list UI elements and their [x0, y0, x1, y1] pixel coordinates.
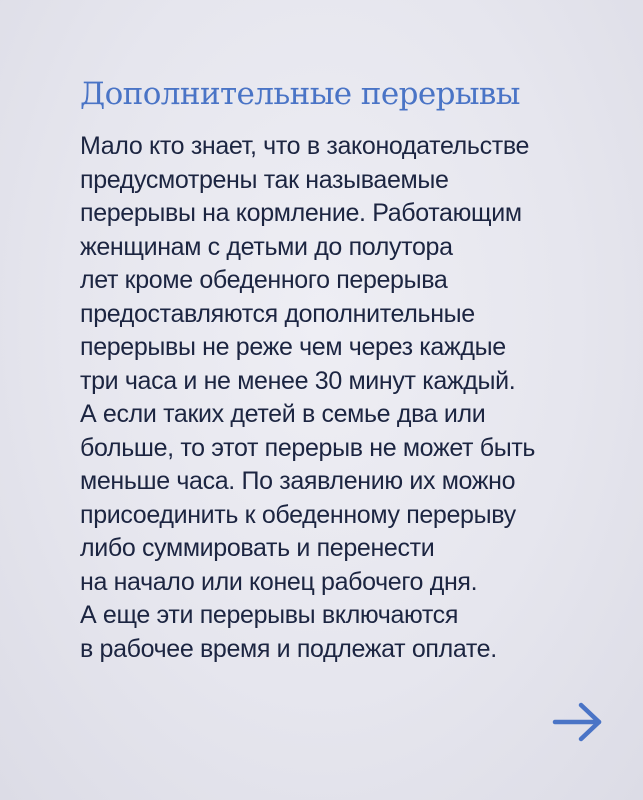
- slide-body: [80, 130, 620, 666]
- body-line: меньше часа. По заявлению их можно: [80, 467, 516, 495]
- body-line: Мало кто знает, что в законодательстве: [80, 132, 530, 160]
- body-line: на начало или конец рабочего дня.: [80, 567, 478, 596]
- body-line: предоставляются дополнительные: [80, 299, 475, 328]
- body-line: А если таких детей в семье два или: [80, 400, 486, 428]
- body-line: женщинам с детьми до полутора: [80, 232, 453, 261]
- arrow-right-icon: [552, 700, 604, 744]
- body-line: А еще эти перерывы включаются: [80, 601, 459, 629]
- body-line: перерывы не реже чем через каждые: [80, 333, 506, 361]
- body-line: в рабочее время и подлежат оплате.: [80, 634, 497, 663]
- body-line: либо суммировать и перенести: [80, 534, 435, 562]
- body-line: лет кроме обеденного перерыва: [80, 266, 448, 294]
- next-slide-button[interactable]: [552, 700, 604, 744]
- slide-title: Дополнительные перерывы: [80, 76, 520, 112]
- body-line: предусмотрены так называемые: [80, 165, 449, 194]
- body-line: присоединить к обеденному перерыву: [80, 500, 516, 529]
- body-line: три часа и не менее 30 минут каждый.: [80, 366, 516, 395]
- body-line: перерывы на кормление. Работающим: [80, 199, 522, 227]
- body-line: больше, то этот перерыв не может быть: [80, 433, 536, 462]
